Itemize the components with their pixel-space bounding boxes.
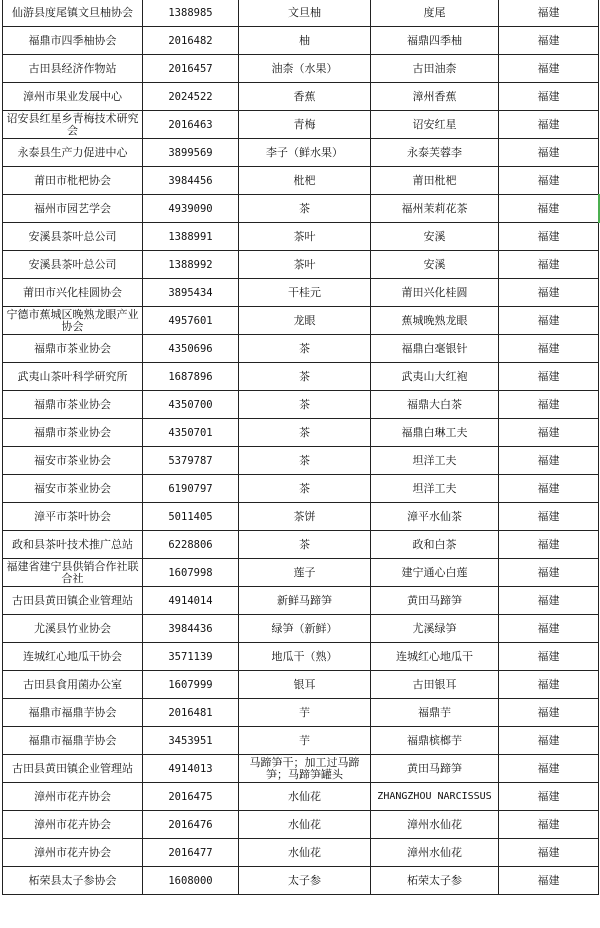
product-cell: 茶	[239, 195, 371, 223]
table-row	[3, 0, 599, 27]
region-cell: 福建	[499, 475, 599, 503]
org-cell: 尤溪县竹业协会	[3, 615, 143, 643]
region-cell: 福建	[499, 811, 599, 839]
region-cell: 福建	[499, 531, 599, 559]
region-cell: 福建	[499, 0, 599, 27]
product-cell: 绿笋（新鲜）	[239, 615, 371, 643]
table-row	[3, 559, 599, 587]
table-row	[3, 55, 599, 83]
table-row	[3, 167, 599, 195]
code-cell: 3984436	[143, 615, 239, 643]
table-row	[3, 447, 599, 475]
code-cell: 6228806	[143, 531, 239, 559]
region-cell: 福建	[499, 643, 599, 671]
org-cell: 永泰县生产力促进中心	[3, 139, 143, 167]
code-cell: 4350701	[143, 419, 239, 447]
product-cell: 干桂元	[239, 279, 371, 307]
org-cell: 漳州市花卉协会	[3, 839, 143, 867]
code-cell: 4914013	[143, 755, 239, 783]
table-row	[3, 27, 599, 55]
name-cell: 黄田马蹄笋	[371, 587, 499, 615]
org-cell: 福鼎市茶业协会	[3, 335, 143, 363]
org-cell: 诏安县红星乡青梅技术研究会	[3, 111, 143, 139]
table-row	[3, 839, 599, 867]
table-row	[3, 867, 599, 895]
name-cell: 诏安红星	[371, 111, 499, 139]
name-cell: 莆田枇杷	[371, 167, 499, 195]
code-cell: 4957601	[143, 307, 239, 335]
name-cell: 古田银耳	[371, 671, 499, 699]
table-row	[3, 727, 599, 755]
org-cell: 仙游县度尾镇文旦柚协会	[3, 0, 143, 27]
table-row	[3, 783, 599, 811]
product-cell: 新鲜马蹄笋	[239, 587, 371, 615]
product-cell: 茶	[239, 363, 371, 391]
product-cell: 莲子	[239, 559, 371, 587]
code-cell: 3453951	[143, 727, 239, 755]
table-row	[3, 615, 599, 643]
org-cell: 武夷山茶叶科学研究所	[3, 363, 143, 391]
name-cell: 蕉城晚熟龙眼	[371, 307, 499, 335]
name-cell: 漳平水仙茶	[371, 503, 499, 531]
name-cell: ZHANGZHOU NARCISSUS	[371, 783, 499, 811]
org-cell: 安溪县茶叶总公司	[3, 223, 143, 251]
code-cell: 1607998	[143, 559, 239, 587]
org-cell: 政和县茶叶技术推广总站	[3, 531, 143, 559]
org-cell: 莆田市枇杷协会	[3, 167, 143, 195]
region-cell: 福建	[499, 83, 599, 111]
table-row	[3, 335, 599, 363]
table-row	[3, 363, 599, 391]
name-cell: 永泰芙蓉李	[371, 139, 499, 167]
name-cell: 度尾	[371, 0, 499, 27]
registration-table	[2, 0, 600, 895]
org-cell: 福鼎市四季柚协会	[3, 27, 143, 55]
code-cell: 2016457	[143, 55, 239, 83]
product-cell: 茶	[239, 391, 371, 419]
org-cell: 莆田市兴化桂圆协会	[3, 279, 143, 307]
code-cell: 2016463	[143, 111, 239, 139]
table-row	[3, 391, 599, 419]
org-cell: 漳州市花卉协会	[3, 783, 143, 811]
org-cell: 柘荣县太子参协会	[3, 867, 143, 895]
code-cell: 2016476	[143, 811, 239, 839]
code-cell: 1388985	[143, 0, 239, 27]
name-cell: 坦洋工夫	[371, 447, 499, 475]
product-cell: 茶叶	[239, 251, 371, 279]
table-row	[3, 279, 599, 307]
org-cell: 宁德市蕉城区晚熟龙眼产业协会	[3, 307, 143, 335]
name-cell: 安溪	[371, 223, 499, 251]
product-cell: 水仙花	[239, 811, 371, 839]
region-cell: 福建	[499, 27, 599, 55]
product-cell: 茶饼	[239, 503, 371, 531]
product-cell: 茶	[239, 335, 371, 363]
name-cell: 福鼎四季柚	[371, 27, 499, 55]
org-cell: 福鼎市福鼎芋协会	[3, 727, 143, 755]
product-cell: 茶	[239, 447, 371, 475]
product-cell: 茶叶	[239, 223, 371, 251]
region-cell: 福建	[499, 755, 599, 783]
table-row	[3, 111, 599, 139]
product-cell: 太子参	[239, 867, 371, 895]
code-cell: 4914014	[143, 587, 239, 615]
org-cell: 古田县经济作物站	[3, 55, 143, 83]
table-row	[3, 811, 599, 839]
region-cell: 福建	[499, 195, 599, 223]
table-row	[3, 755, 599, 783]
name-cell: 黄田马蹄笋	[371, 755, 499, 783]
table-row	[3, 587, 599, 615]
table-body	[3, 0, 599, 895]
product-cell: 青梅	[239, 111, 371, 139]
table-row	[3, 419, 599, 447]
code-cell: 2016477	[143, 839, 239, 867]
region-cell: 福建	[499, 587, 599, 615]
product-cell: 香蕉	[239, 83, 371, 111]
table-row	[3, 531, 599, 559]
region-cell: 福建	[499, 503, 599, 531]
name-cell: 政和白茶	[371, 531, 499, 559]
org-cell: 福鼎市茶业协会	[3, 419, 143, 447]
code-cell: 5379787	[143, 447, 239, 475]
org-cell: 古田县黄田镇企业管理站	[3, 755, 143, 783]
name-cell: 建宁通心白莲	[371, 559, 499, 587]
region-cell: 福建	[499, 447, 599, 475]
product-cell: 水仙花	[239, 839, 371, 867]
product-cell: 茶	[239, 531, 371, 559]
table-row	[3, 503, 599, 531]
code-cell: 2016482	[143, 27, 239, 55]
table-row	[3, 671, 599, 699]
code-cell: 3571139	[143, 643, 239, 671]
region-cell: 福建	[499, 111, 599, 139]
org-cell: 福安市茶业协会	[3, 447, 143, 475]
region-cell: 福建	[499, 867, 599, 895]
org-cell: 漳州市花卉协会	[3, 811, 143, 839]
table-row	[3, 307, 599, 335]
region-cell: 福建	[499, 391, 599, 419]
code-cell: 6190797	[143, 475, 239, 503]
name-cell: 柘荣太子参	[371, 867, 499, 895]
org-cell: 古田县食用菌办公室	[3, 671, 143, 699]
name-cell: 坦洋工夫	[371, 475, 499, 503]
name-cell: 安溪	[371, 251, 499, 279]
product-cell: 李子（鲜水果）	[239, 139, 371, 167]
region-cell: 福建	[499, 335, 599, 363]
product-cell: 油柰（水果）	[239, 55, 371, 83]
product-cell: 银耳	[239, 671, 371, 699]
table-row	[3, 139, 599, 167]
table-row	[3, 223, 599, 251]
region-cell: 福建	[499, 279, 599, 307]
name-cell: 福鼎大白茶	[371, 391, 499, 419]
org-cell: 漳州市果业发展中心	[3, 83, 143, 111]
code-cell: 4350700	[143, 391, 239, 419]
code-cell: 3899569	[143, 139, 239, 167]
code-cell: 1388991	[143, 223, 239, 251]
name-cell: 福鼎白毫银针	[371, 335, 499, 363]
region-cell: 福建	[499, 615, 599, 643]
org-cell: 福州市园艺学会	[3, 195, 143, 223]
region-cell: 福建	[499, 559, 599, 587]
name-cell: 福鼎槟榔芋	[371, 727, 499, 755]
code-cell: 3895434	[143, 279, 239, 307]
org-cell: 福安市茶业协会	[3, 475, 143, 503]
code-cell: 2016475	[143, 783, 239, 811]
org-cell: 连城红心地瓜干协会	[3, 643, 143, 671]
product-cell: 芋	[239, 727, 371, 755]
region-cell: 福建	[499, 671, 599, 699]
code-cell: 1388992	[143, 251, 239, 279]
product-cell: 芋	[239, 699, 371, 727]
product-cell: 马蹄笋干；加工过马蹄笋；马蹄笋罐头	[239, 755, 371, 783]
region-cell: 福建	[499, 783, 599, 811]
product-cell: 茶	[239, 419, 371, 447]
code-cell: 1607999	[143, 671, 239, 699]
region-cell: 福建	[499, 55, 599, 83]
region-cell: 福建	[499, 139, 599, 167]
code-cell: 1687896	[143, 363, 239, 391]
table-row	[3, 643, 599, 671]
table-row	[3, 195, 599, 223]
org-cell: 古田县黄田镇企业管理站	[3, 587, 143, 615]
code-cell: 3984456	[143, 167, 239, 195]
product-cell: 柚	[239, 27, 371, 55]
name-cell: 古田油柰	[371, 55, 499, 83]
name-cell: 漳州水仙花	[371, 839, 499, 867]
region-cell: 福建	[499, 727, 599, 755]
code-cell: 4350696	[143, 335, 239, 363]
name-cell: 福州茉莉花茶	[371, 195, 499, 223]
table-row	[3, 251, 599, 279]
region-cell: 福建	[499, 307, 599, 335]
region-cell: 福建	[499, 167, 599, 195]
org-cell: 福鼎市茶业协会	[3, 391, 143, 419]
name-cell: 连城红心地瓜干	[371, 643, 499, 671]
product-cell: 文旦柚	[239, 0, 371, 27]
name-cell: 福鼎芋	[371, 699, 499, 727]
name-cell: 莆田兴化桂圆	[371, 279, 499, 307]
code-cell: 1608000	[143, 867, 239, 895]
code-cell: 2016481	[143, 699, 239, 727]
region-cell: 福建	[499, 839, 599, 867]
table-row	[3, 475, 599, 503]
org-cell: 福鼎市福鼎芋协会	[3, 699, 143, 727]
code-cell: 4939090	[143, 195, 239, 223]
region-cell: 福建	[499, 419, 599, 447]
product-cell: 龙眼	[239, 307, 371, 335]
org-cell: 福建省建宁县供销合作社联合社	[3, 559, 143, 587]
code-cell: 2024522	[143, 83, 239, 111]
org-cell: 漳平市茶叶协会	[3, 503, 143, 531]
name-cell: 武夷山大红袍	[371, 363, 499, 391]
org-cell: 安溪县茶叶总公司	[3, 251, 143, 279]
region-cell: 福建	[499, 363, 599, 391]
region-cell: 福建	[499, 699, 599, 727]
table-row	[3, 83, 599, 111]
name-cell: 漳州水仙花	[371, 811, 499, 839]
name-cell: 漳州香蕉	[371, 83, 499, 111]
product-cell: 茶	[239, 475, 371, 503]
name-cell: 福鼎白琳工夫	[371, 419, 499, 447]
code-cell: 5011405	[143, 503, 239, 531]
product-cell: 地瓜干（熟）	[239, 643, 371, 671]
product-cell: 枇杷	[239, 167, 371, 195]
region-cell: 福建	[499, 251, 599, 279]
table-row	[3, 699, 599, 727]
product-cell: 水仙花	[239, 783, 371, 811]
region-cell: 福建	[499, 223, 599, 251]
name-cell: 尤溪绿笋	[371, 615, 499, 643]
